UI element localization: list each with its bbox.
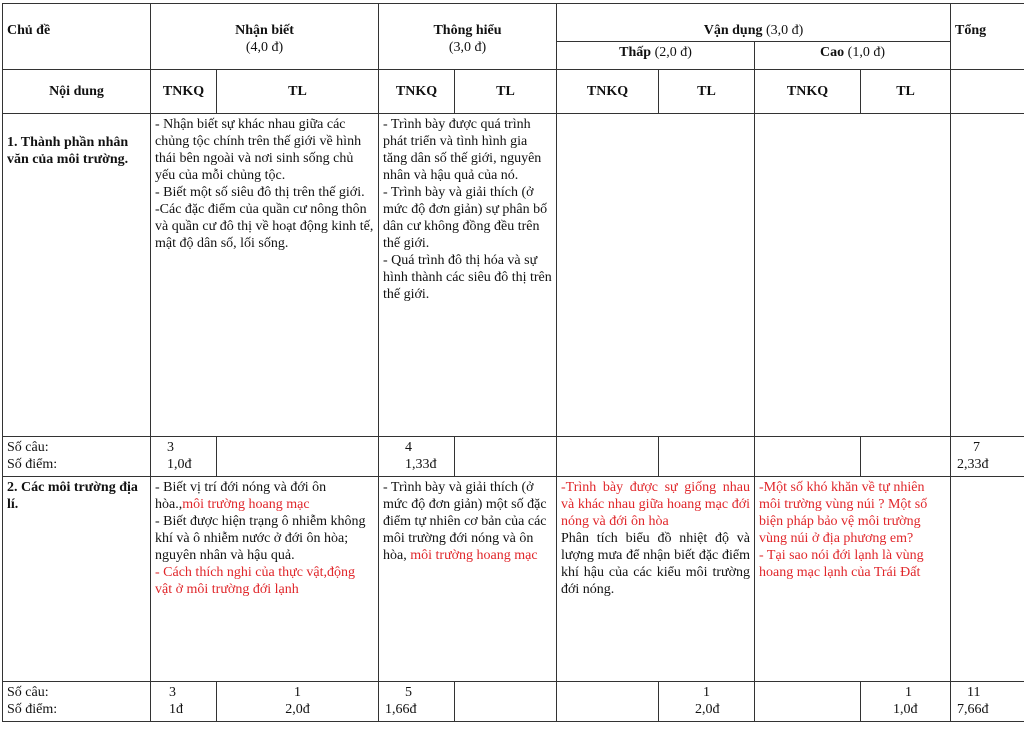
- empty-cell: [455, 437, 557, 477]
- topic-1-nhan-biet: [151, 114, 379, 437]
- topic-1-title: 1. Thành phần nhân văn của môi trường.: [3, 114, 151, 437]
- tong-subheader: [951, 70, 1024, 114]
- topic-2-nb-item: - Cách thích nghi của thực vật,động vật ở môi trường đới lạnh: [155, 565, 356, 597]
- topic-2-van-dung-cao: -Một số khó khăn về tự nhiên môi trường vùng núi ? Một số biện pháp bảo vệ môi trường vùng núi ở địa phương em? - Tại sao nói đới lạnh là vùng hoang mạc lạnh của Trái Đất: [755, 477, 951, 682]
- tnkq-header: TNKQ: [557, 70, 659, 114]
- topic-1-th-item: - Trình bày và giải thích (ở mức độ đơn giản) sự phân bố dân cư không đồng đều trên thế giới.: [383, 185, 548, 251]
- topic-1-thong-hieu: [379, 114, 557, 437]
- empty-cell: [755, 437, 861, 477]
- tl-header: TL: [455, 70, 557, 114]
- empty-cell: [659, 437, 755, 477]
- van-dung-thap-header: Thấp (2,0 đ): [557, 42, 755, 70]
- topic-2-nb-tnkq-count: 3 1đ: [151, 682, 217, 722]
- topic-2-th-count: 5 1,66đ: [379, 682, 455, 722]
- tnkq-header: TNKQ: [755, 70, 861, 114]
- topic-2-van-dung-thap: -Trình bày được sự giống nhau và khác nhau giữa hoang mạc đới nóng và đới ôn hòa Phân tích biểu đồ nhiệt độ và lượng mưa để nhận biết đặc điểm khí hậu của các kiểu môi trường đới nóng.: [557, 477, 755, 682]
- nhan-biet-header: Nhận biết (4,0 đ): [151, 4, 379, 70]
- topic-2-count-labels: Số câu: Số điểm:: [3, 682, 151, 722]
- topic-2-nb-item: - Biết vị trí đới nóng và đới ôn hòa.,môi trường hoang mạc: [155, 480, 327, 512]
- topic-1-nb-item: - Nhận biết sự khác nhau giữa các chủng tộc chính trên thế giới về hình thái bên ngoài và nơi sinh sống chủ yếu của mỗi chủng tộc.: [155, 117, 362, 183]
- topic-1-th-item: - Trình bày được quá trình phát triển và tình hình gia tăng dân số thế giới, nguyên nhân và hậu quả của nó.: [383, 117, 542, 183]
- topic-1-count-labels: Số câu: Số điểm:: [3, 437, 151, 477]
- tnkq-header: TNKQ: [379, 70, 455, 114]
- van-dung-header: Vận dụng (3,0 đ): [557, 4, 951, 42]
- topic-1-tong: [951, 114, 1024, 437]
- topic-2-tong-count: 11 7,66đ: [951, 682, 1024, 722]
- empty-cell: [755, 682, 861, 722]
- empty-cell: [557, 437, 659, 477]
- topic-2-nb-item: - Biết được hiện trạng ô nhiễm không khí và ô nhiễm nước ở đới ôn hòa; nguyên nhân và hậu quả.: [155, 514, 366, 563]
- empty-cell: [217, 437, 379, 477]
- tl-header: TL: [659, 70, 755, 114]
- tong-header: Tổng: [951, 4, 1024, 70]
- chu-de-header: Chủ đề: [3, 4, 151, 70]
- empty-cell: [455, 682, 557, 722]
- topic-2-title: 2. Các môi trường địa lí.: [3, 477, 151, 682]
- topic-1-tong-count: 7 2,33đ: [951, 437, 1024, 477]
- topic-1-nb-count: 3 1,0đ: [151, 437, 217, 477]
- thong-hieu-header: Thông hiểu (3,0 đ): [379, 4, 557, 70]
- topic-2-cao-tl-count: 1 1,0đ: [861, 682, 951, 722]
- topic-2-nb-tl-count: 1 2,0đ: [217, 682, 379, 722]
- noi-dung-header: Nội dung: [3, 70, 151, 114]
- empty-cell: [557, 682, 659, 722]
- tl-header: TL: [861, 70, 951, 114]
- topic-2-thap-tl-count: 1 2,0đ: [659, 682, 755, 722]
- topic-1-nb-item: - Biết một số siêu đô thị trên thế giới.: [155, 185, 365, 200]
- van-dung-cao-header: Cao (1,0 đ): [755, 42, 951, 70]
- topic-2-nhan-biet: [151, 477, 379, 682]
- tnkq-header: TNKQ: [151, 70, 217, 114]
- topic-1-van-dung-cao: [755, 114, 951, 437]
- test-matrix-table: [2, 3, 1024, 722]
- topic-1-van-dung-thap: [557, 114, 755, 437]
- topic-2-tong: [951, 477, 1024, 682]
- topic-1-th-item: - Quá trình đô thị hóa và sự hình thành các siêu đô thị trên thế giới.: [383, 253, 552, 302]
- topic-2-thong-hieu: - Trình bày và giải thích (ở mức độ đơn giản) một số đặc điểm tự nhiên cơ bản của các môi trường đới nóng và ôn hòa, môi trường hoang mạc: [379, 477, 557, 682]
- empty-cell: [861, 437, 951, 477]
- topic-1-th-count: 4 1,33đ: [379, 437, 455, 477]
- topic-1-nb-item: -Các đặc điểm của quần cư nông thôn và quần cư đô thị về hoạt động kinh tế, mật độ dân số, lối sống.: [155, 202, 374, 251]
- tl-header: TL: [217, 70, 379, 114]
